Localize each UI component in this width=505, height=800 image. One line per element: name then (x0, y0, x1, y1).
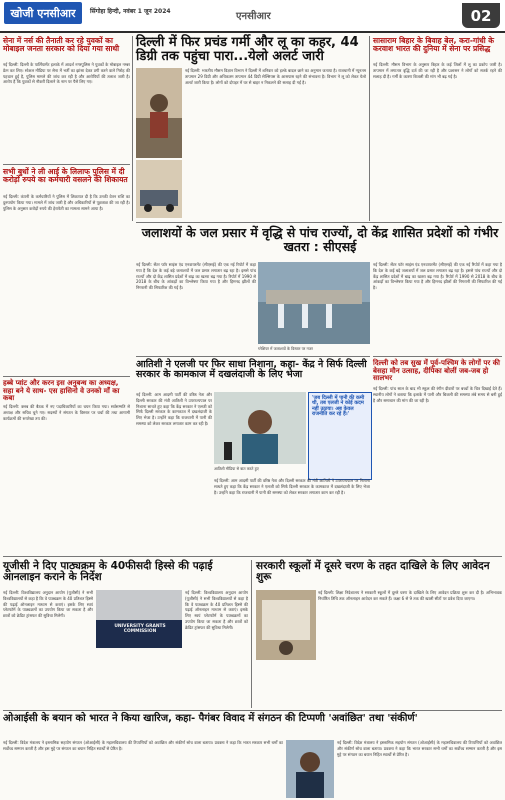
atishi-quote: 'जब दिल्ली में पानी की कमी थी, तब एलजी ने कोई कदम नहीं उठाया। अब केवल राजनीति कर रहे हैं।' (312, 395, 365, 418)
column-rule (251, 560, 252, 708)
ugc-photo-caption: UNIVERSITY GRANTS COMMISSION (114, 624, 166, 634)
divider (136, 356, 370, 357)
school-body: नई दिल्ली: शिक्षा निदेशालय ने सरकारी स्कूलों में दूसरे चरण के दाखिले के लिए आवेदन प्रक्रिया शुरू कर दी है। अभिभावक निर्धारित तिथि तक ऑनलाइन आवेदन कर सकते हैं। कक्षा 6 से 9 तक की खाली सीटों पर प्रवेश दिया जाएगा। (318, 590, 502, 601)
column-rule (132, 36, 133, 221)
right-story1-body: नई दिल्ली: मौसम विभाग के अनुसार बिहार के कई जिलों में लू का प्रकोप जारी है। तापमान में लगातार वृद्धि दर्ज की जा रही है और प्रशासन ने लोगों को सतर्क रहने की सलाह दी है। गर्मी के कारण बिजली की मांग भी बढ़ गई है। (373, 62, 502, 79)
oic-body-col2: नई दिल्ली: विदेश मंत्रालय ने इस्लामिक सहयोग संगठन (ओआईसी) के महासचिवालय की टिप्पणियों को अवांछित और संकीर्ण सोच वाला बताया। प्रवक्ता ने कहा कि भारत सरकार सभी धर्मों का सर्वोच्च सम्मान करती है और इस मुद्दे पर संगठन का बयान निहित स्वार्थों से प्रेरित है। (337, 740, 502, 757)
newspaper-logo: खोजी एनसीआर (4, 2, 82, 24)
main-headline: दिल्ली में फिर प्रचंड गर्मी और लू का कहर, 44 डिग्री तक पहुंचा पारा...येलो अलर्ट जारी (136, 35, 359, 65)
section-brand: एनसीआर (236, 11, 271, 22)
traffic-photo (136, 160, 182, 218)
right-story2-body: नई दिल्ली: पांच साल के बाद भी स्कूल की रंगीन दीवारों पर बच्चों के चित्र दिखाई देते हैं। स्थानीय लोगों ने बताया कि इलाके में पानी और बिजली की समस्या लंबे समय से बनी हुई है और समाधान की मांग की जा रही है। (373, 386, 502, 403)
atishi-photo-caption: आतिशी मीडिया से बात करते हुए (214, 466, 259, 471)
ugc-body-col2: नई दिल्ली: विश्वविद्यालय अनुदान आयोग (यूजीसी) ने सभी विश्वविद्यालयों से कहा है कि वे पाठ्यक्रम के 40 प्रतिशत हिस्से की पढ़ाई ऑनलाइन माध्यम से कराएं। इसके लिए स्वयं प्लेटफॉर्म के पाठ्यक्रमों का उपयोग किया जा सकता है और छात्रों को क्रेडिट ट्रांसफर की सुविधा मिलेगी। (185, 590, 248, 630)
atishi-quote-box (308, 392, 372, 480)
masthead-rule (0, 31, 505, 33)
school-photo (256, 590, 316, 660)
left-story3-headline: हब्बे प्वांट और करन इस अनुबन्ध का अध्यक्ष, सहा बने ये साथ- एस हासिनो वे उनको माँ का कबा (3, 379, 120, 403)
divider (3, 710, 502, 711)
ugc-body: नई दिल्ली: विश्वविद्यालय अनुदान आयोग (यूजीसी) ने सभी विश्वविद्यालयों से कहा है कि वे पाठ्यक्रम के 40 प्रतिशत हिस्से की पढ़ाई ऑनलाइन माध्यम से कराएं। इसके लिए स्वयं प्लेटफॉर्म के पाठ्यक्रमों का उपयोग किया जा सकता है और छात्रों को क्रेडिट ट्रांसफर की सुविधा मिलेगी। (3, 590, 93, 619)
left-story3-body: नई दिल्ली: क्लब की बैठक में नए पदाधिकारियों का चयन किया गया। सर्वसम्मति से अध्यक्ष और सचिव चुने गए। सदस्यों ने संगठन के विस्तार पर चर्चा की तथा आगामी कार्यक्रमों की रूपरेखा तय की। (3, 404, 130, 421)
reservoir-body-col1: नई दिल्ली: सेंटर फॉर साइंस एंड एनवायरमेंट (सीएसई) की एक नई रिपोर्ट में कहा गया है कि देश के कई बड़े जलाशयों में जल प्रसार लगातार बढ़ रहा है। इससे पांच राज्यों और दो केंद्र शासित प्रदेशों में बाढ़ का खतरा बढ़ गया है। रिपोर्ट में 1990 से 2018 के बीच के आंकड़ों का विश्लेषण किया गया है और हिमनद झीलों की निगरानी की सिफारिश की गई है। (136, 262, 256, 291)
atishi-headline: आतिशी ने एलजी पर फिर साधा निशाना, कहा- केंद्र ने सिर्फ दिल्ली सरकार के कामकाज में दखलंदाजी के लिए भेजा (136, 359, 367, 381)
divider (373, 356, 502, 357)
divider (136, 222, 502, 223)
ugc-building-photo (96, 590, 182, 648)
left-story1-body: नई दिल्ली: दिल्ली के पार्लियामेंट इलाके में आदर्श नगरपुलिस ने युवकों के मोबाइल नम्बर फ्रेम कर लिए। सोशल मीडिया पर सेना में भर्ती का झांसा देकर ठगी करने वाले गिरोह की पहचान हुई है, पुलिस मामले की जांच कर रही है और आरोपियों की तलाश जारी है। आरोप है कि युवकों से नौकरी दिलाने के नाम पर पैसे लिए गए। (3, 62, 130, 85)
page-number-badge: 02 (462, 3, 500, 28)
oic-body: नई दिल्ली: विदेश मंत्रालय ने इस्लामिक सहयोग संगठन (ओआईसी) के महासचिवालय की टिप्पणियों को अवांछित और संकीर्ण सोच वाला बताया। प्रवक्ता ने कहा कि भारत सरकार सभी धर्मों का सर्वोच्च सम्मान करती है और इस मुद्दे पर संगठन का बयान निहित स्वार्थों से प्रेरित है। (3, 740, 283, 751)
dateline: सिंगोहा हिन्दी, नवंबर 1 जून 2024 (90, 8, 171, 15)
column-rule (369, 36, 370, 221)
right-story2-headline: दिल्ली को तब सुख में पूर्व-पश्चिम के लोगों पर की बेसहा मौन उत्साह, दीपिका बोलीं जब-जब हो सालभर (373, 359, 500, 383)
reservoir-headline: जलाशयों के जल प्रसार में वृद्धि से पांच राज्यों, दो केंद्र शासित प्रदेशों को गंभीर खतरा : सीएसई (141, 225, 499, 254)
divider (3, 556, 502, 557)
main-story-body: नई दिल्ली: भारतीय मौसम विज्ञान विभाग ने दिल्ली में शनिवार को हल्के बादल छाने का अनुमान जताया है। राजधानी में न्यूनतम तापमान 29 डिग्री और अधिकतम तापमान 44 डिग्री सेल्सियस के आसपास रहने की संभावना है। विभाग ने लू को लेकर येलो अलर्ट जारी किया है। लोगों को दोपहर में घर से बाहर न निकलने की सलाह दी गई है। (185, 68, 366, 85)
ugc-headline: यूजीसी ने दिए पाठ्यक्रम के 40फीसदी हिस्से की पढ़ाई आनलाइन कराने के निर्देश (3, 560, 213, 584)
divider (3, 164, 130, 165)
atishi-photo (214, 392, 306, 464)
atishi-body-cont: नई दिल्ली: आम आदमी पार्टी की वरिष्ठ नेता और दिल्ली सरकार की मंत्री आतिशी ने उपराज्यपाल पर निशाना साधते हुए कहा कि केंद्र सरकार ने एलजी को सिर्फ दिल्ली सरकार के कामकाज में दखलंदाजी के लिए भेजा है। उन्होंने कहा कि राजधानी में पानी की समस्या को लेकर सरकार लगातार काम कर रही है। (214, 478, 370, 495)
divider (3, 376, 130, 377)
left-story1-headline: सेना में नर्स की तैनाती कर रहे युवकों का मोबाइल जनता सरकार को दिया गया साथी (3, 36, 120, 54)
dam-photo (258, 262, 370, 344)
reservoir-body-col3: नई दिल्ली: सेंटर फॉर साइंस एंड एनवायरमेंट (सीएसई) की एक नई रिपोर्ट में कहा गया है कि देश के कई बड़े जलाशयों में जल प्रसार लगातार बढ़ रहा है। इससे पांच राज्यों और दो केंद्र शासित प्रदेशों में बाढ़ का खतरा बढ़ गया है। रिपोर्ट में 1990 से 2018 के बीच के आंकड़ों का विश्लेषण किया गया है और हिमनद झीलों की निगरानी की सिफारिश की गई है। (373, 262, 502, 291)
oic-headline: ओआईसी के बयान को भारत ने किया खारिज, कहा- पैगंबर विवाद में संगठन की टिप्पणी 'अवांछित' तथा 'संकीर्ण' (3, 713, 418, 724)
left-story2-headline: सभी बुधों ने ली आई के लिलाफ पुलिस में दी करोड़ों रुपये का कर्मचारी वसलने की शिकायत (3, 167, 128, 185)
right-story1-headline: सासाराम बिहार के बिवाह बेल, करा-गांधी के करवाश भारत की दुनिया में सेना पर प्रसिद्ध (373, 36, 495, 54)
left-story2-body: नई दिल्ली: कंपनी के कर्मचारियों ने पुलिस में शिकायत दी है कि उनकी वेतन राशि का दुरुपयोग किया गया। मामले में जांच जारी है और अधिकारियों से पूछताछ की जा रही है। पुलिस के अनुसार करोड़ों रुपये की हेराफेरी का मामला सामने आया है। (3, 194, 130, 211)
atishi-body: नई दिल्ली: आम आदमी पार्टी की वरिष्ठ नेता और दिल्ली सरकार की मंत्री आतिशी ने उपराज्यपाल पर निशाना साधते हुए कहा कि केंद्र सरकार ने एलजी को सिर्फ दिल्ली सरकार के कामकाज में दखलंदाजी के लिए भेजा है। उन्होंने कहा कि राजधानी में पानी की समस्या को लेकर सरकार लगातार काम कर रही है। (136, 392, 212, 426)
oic-spokesperson-photo (286, 740, 334, 798)
dam-photo-caption: ग्लेशियर में जलाशयों के विस्तार पर नजर (258, 346, 313, 351)
school-headline: सरकारी स्कूलों में दूसरे चरण के तहत दाखिले के लिए आवेदन शुरू (256, 560, 490, 584)
heatwave-photo-small (136, 68, 182, 158)
